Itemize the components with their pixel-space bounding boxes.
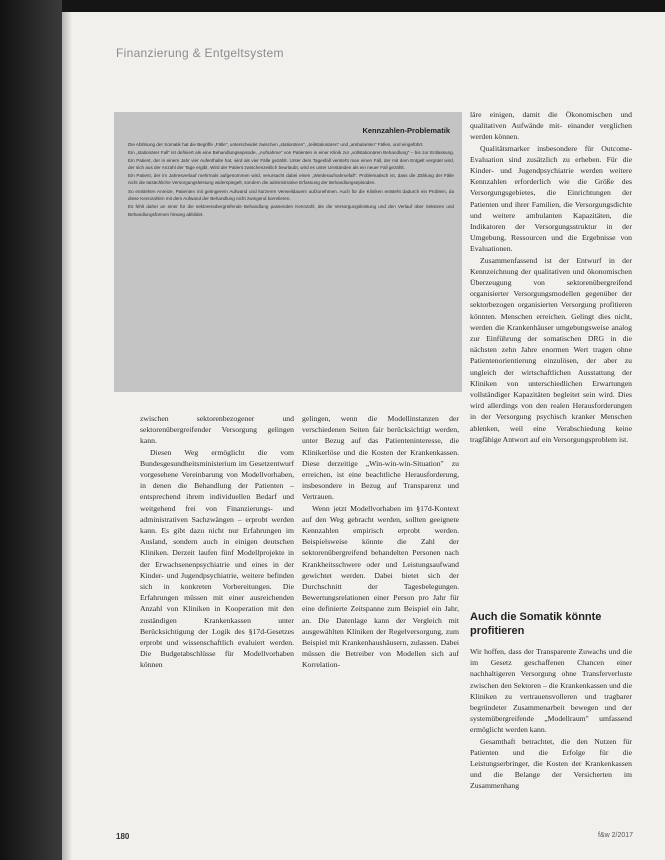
body-paragraph: zwischen sektorenbezogener und sektorenübergreifender Versorgung gelingen kann. — [140, 414, 294, 446]
body-paragraph: läre einigen, damit die Ökonomischen und qualitativen Aufwände mit- einander verglichen werden können. — [470, 110, 632, 142]
infobox-paragraph: Es fehlt daher an einer für die sektorenübergreifende Behandlung passenden Kennzahl, die die Versorgungsleistung und den Verlauf über Sektoren und Behandlungsformen hinweg abbildet. — [128, 204, 454, 217]
subsection-heading: Auch die Somatik könnte profitieren — [470, 611, 602, 637]
body-paragraph: Zusammenfassend ist der Entwurf in der Kennzeichnung der qualitativen und ökonomischen Überzeugung von sektorenübergreifend organisierter Versorgungsmodellen gegenüber der sektorbezogen organisierten Versorgung profitieren könnten. Menschen erreichen. Gelingt dies nicht, werden die Krankenhäuser umgebungsweise analog zur Einführung der somatischen DRG in die nächsten zehn Jahre enormen Wert tragen ohne Patientenorientierung einzulösen, der aber zu ungleich der wirtschaftlichen Ausstattung der Kliniken von unterschiedlichen Erwartungen vollständiger Kapazitäten begleitet sein wird. Dies wird allerdings von den realen Herausforderungen in der Versorgung psychisch kranker Menschen ablenken, weil eine Verabschiedung keine tragfähige Antwort auf ein Versorgungsproblem ist. — [470, 255, 632, 444]
body-paragraph: gelingen, wenn die Modellinstanzen der verschiedenen Seiten fair berücksichtigt werden, unter Bezug auf das Patienteninteresse, die Klinikerlöse und die Kosten der Krankenkassen. Diese derzeitige „Win-win-win-Situation" zu erreichen, ist eine beachtliche Herausforderung, insbesondere in Bezug auf Transparenz und Vertrauen. — [302, 414, 459, 502]
body-paragraph: Wir hoffen, dass der Transparente Zuwachs und die im Gesetz geschaffenen Chancen einer nachhaltigeren Versorgung ohne Transferverluste zwischen den Sektoren – die Krankenkassen und die Kliniken zu vertrauensvolleren und tragbarer begründeter Zusammenarbeit bewegen und der systemübergreifende „Modellraum" umfassend ermöglicht werden kann. — [470, 647, 632, 735]
section-title: Finanzierung & Entgeltsystem — [116, 46, 284, 60]
journal-issue: f&w 2/2017 — [598, 832, 634, 839]
text-column-middle — [302, 413, 459, 671]
book-binding — [0, 0, 62, 860]
body-paragraph: Wenn jetzt Modellvorhaben im §17d-Kontext auf den Weg gebracht werden, sollten geeignete Kennzahlen empirisch erprobt werden. Beispielsweise könnte die Zahl der sektorenübergreifend behandelten Personen nach Krankheitsschwere oder und Leistungsaufwand gewichtet werden. Dabei bietet sich der Durchschnitt der Tagesbelegungen. Bewertungsrelationen einer Person pro Jahr für eine definierte Zeitspanne zum Beispiel ein Jahr, an. Die Datenlage kann der Vergleich mit ausgewählten Kliniken der Regelversorgung, zum Beispiel mit Krankenhaushäusern, zulassen. Dabei müssen die Betreiber von Modellen sich auf Korrelation- — [302, 503, 459, 670]
page-gutter-shadow — [62, 12, 72, 860]
page-number: 180 — [116, 832, 130, 841]
document-page — [62, 12, 665, 860]
infobox-paragraph: So entstehen Anreize, Patienten mit geringerem Aufwand und kürzeren Verweildauern aufzunehmen. Auch für die Kliniken entsteht dadurch ein Problem, da diese Kennzahlen mit dem Aufwand der Behandlung nicht zwingend korrelieren. — [128, 188, 454, 202]
text-column-right-lower — [470, 646, 632, 792]
body-paragraph: Qualitätsmarker insbesondere für Outcome-Evaluation sind zusätzlich zu erheben. Für die Kinder- und Jugendpsychiatrie werden weitere Kennzahlen erforderlich wie die Größe des Versorgungsgebietes, die Einrichtungen der Patienten und ihrer Familien, die Versorgungsdichte und weitere ambulanten Kapazitäten, die Indikatoren der Versorgungsstruktur in der Umgebung, Ressourcen und die Ergebnisse von Evaluationen. — [470, 143, 632, 254]
body-paragraph: Gesamthaft betrachtet, die den Nutzen für Patienten und die Erfolge für die Leistungserbringer, die Kosten der Krankenkassen und die Belange der Versicherten im Zusammenhang — [470, 736, 632, 791]
text-column-right — [470, 109, 632, 445]
body-paragraph: Diesen Weg ermöglicht die vom Bundesgesundheitsministerium im Gesetzentwurf vorgesehene Vereinbarung von Modellvorhaben, in denen die Behandlung der Patienten – entsprechend ihrem individuellen Bedarf und weitgehend frei von Finanzierungs- und administrativen Sachzwängen – erprobt werden kann. Es gibt dazu nicht nur Erfahrungen im Ausland, sondern auch in einigen deutschen Kliniken. Derzeit laufen fünf Modellprojekte in der Erwachsenenpsychiatrie und eines in der Kinder- und Jugendpsychiatrie, weitere befinden sich in konkreten Vorbereitungen. Die Erfahrungen müssen mit einer ausreichenden Anzahl von Kliniken in Kooperation mit den zuständigen Krankenkassen unter Berücksichtigung der Logik des §17d-Gesetzes erprobt und wissenschaftlich evaluiert werden. Die Budgetabschlüsse für Modellvorhaben können — [140, 447, 294, 670]
infobox-title: Kennzahlen-Problematik — [362, 126, 450, 135]
infobox-paragraph: Ein „stationärer Fall" ist definiert als eine Behandlungsepisode, „Aufnahme" von Patienten in einer Klinik zur „vollstationären Behandlung" – bis zur Entlassung. Ein Patient, der in einem Jahr vier Aufenthalte hat, wird als vier Fälle gezählt. Unter dem Tagesfall versteht man einen Fall, der mit dem Entgelt vergütet wird, der sich aus der Anzahl der Tage ergibt. Wird der Patient zwischenzeitlich beurlaubt, wird es unter Umständen als ein neuer Fall gezählt. — [128, 150, 454, 170]
infobox-paragraph: Ein Patient, der im Jahresverlauf mehrmals aufgenommen wird, verursacht dabei einen „Wiederaufnahmefall". Problematisch ist, dass die Zählung der Fälle nicht die tatsächliche Versorgungsleistung widerspiegelt, sondern die administrative Erfassung der Behandlungsepisoden. — [128, 173, 454, 186]
scan-top-edge — [0, 0, 665, 12]
infobox-paragraph: Die Ablösung der Somatik hat die Begriffe „Fälle", unterscheidet zwischen „stationären", „teilstationären" und „ambulanten" Fällen, und eingeführt. — [128, 142, 424, 147]
text-column-left — [140, 413, 294, 671]
kennzahlen-infobox — [114, 112, 462, 392]
